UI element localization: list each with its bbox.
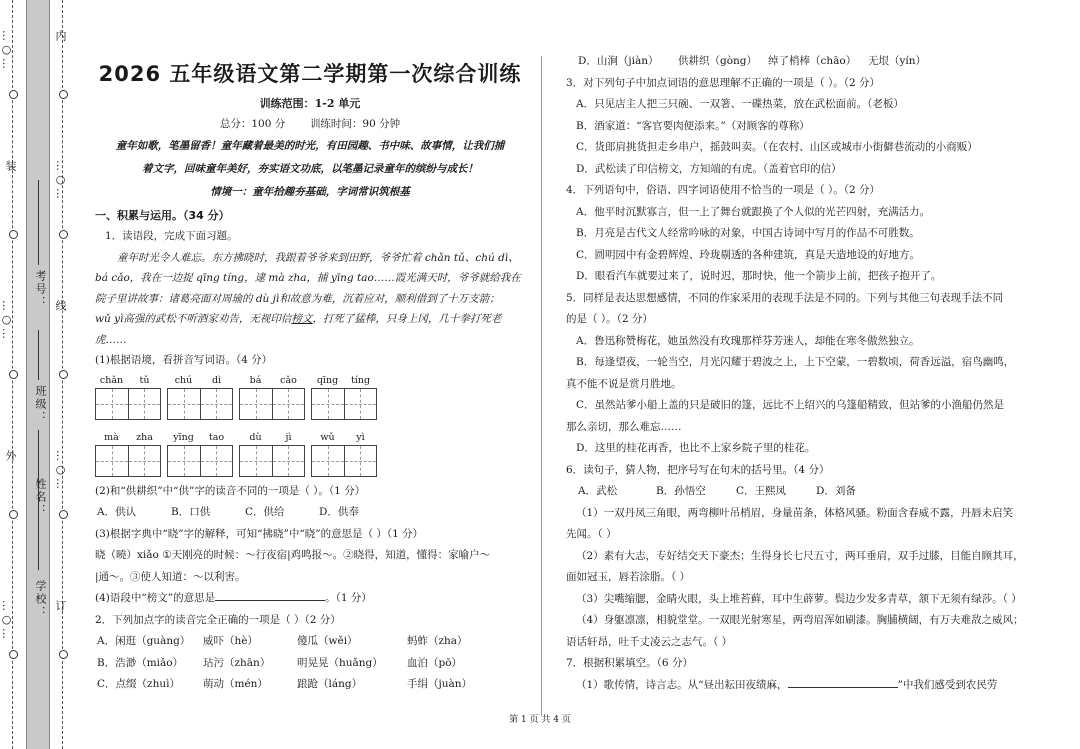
question-6-sentence-1-cont[interactable]: 先闻。（ ） xyxy=(566,528,617,540)
question-3-option-d[interactable]: D．武松读了印信榜文，方知端的有虎。（盖着官印的信） xyxy=(576,162,842,175)
question-5: 5．同样是表达思想感情，不同的作家采用的表现手法是不同的。下列与其他三句表现手法不同 xyxy=(566,291,1004,304)
right-column xyxy=(566,56,1026,696)
writing-box[interactable] xyxy=(344,389,376,419)
writing-box[interactable] xyxy=(96,446,128,476)
question-3: 3．对下列句子中加点词语的意思理解不正确的一项是（ ）。（2 分） xyxy=(566,76,881,89)
underlined-word: 榜文 xyxy=(291,313,313,325)
pinyin-label: chú xyxy=(174,374,193,386)
option-b[interactable]: B．口供 xyxy=(171,506,211,518)
pinyin-label: cǎo xyxy=(280,374,297,386)
writing-box[interactable] xyxy=(344,446,376,476)
pinyin-labels xyxy=(311,375,377,388)
question-2-option-b[interactable] xyxy=(95,653,525,675)
option-d[interactable]: D．供奉 xyxy=(319,506,359,518)
option-word: B．浩渺（miǎo） xyxy=(97,656,184,669)
reading-passage xyxy=(95,248,525,351)
question-5-option-c[interactable]: C．虽然站爹小船上盖的只是破旧的篷，远比不上绍兴的乌篷船精致，但站爹的小渔船仍然是 xyxy=(576,399,1005,411)
question-4-option-c[interactable]: C．圆明园中有金碧辉煌、玲珑剔透的各种建筑，真是天造地设的好地方。 xyxy=(576,248,921,261)
binding-hole xyxy=(9,370,18,379)
motto-line-2: 着文字，回味童年美好，夯实语文功底，以笔墨记录童年的缤纷与成长！ xyxy=(142,163,478,175)
name-field[interactable] xyxy=(38,430,39,472)
option-word: 踉跄（láng） xyxy=(297,678,363,690)
writing-box[interactable] xyxy=(240,389,272,419)
binding-mark: 订 xyxy=(54,600,67,613)
score-time xyxy=(95,113,525,135)
binding-mark: …○… xyxy=(54,450,67,491)
option-word: 明晃晃（huǎng） xyxy=(297,656,383,669)
pinyin-label: dù xyxy=(249,431,262,443)
binding-hole xyxy=(59,650,68,659)
question-text: (4)语段中“榜文”的意思是 xyxy=(95,592,216,604)
motto-line-1: 童年如歌，笔墨留香！童年藏着最美的时光，有田园趣、书中味、故事情，让我们捕 xyxy=(115,140,505,152)
pinyin-label: jì xyxy=(285,431,292,443)
question-4-option-d[interactable]: D．眼看汽车就要过来了，说时迟，那时快，他一个箭步上前，把孩子抱开了。 xyxy=(576,270,942,282)
pinyin-labels xyxy=(95,375,161,388)
option-word: 无垠（yín） xyxy=(868,55,927,67)
pinyin-label: zha xyxy=(136,431,153,443)
tianzige-boxes xyxy=(311,388,377,420)
pinyin-answer-block xyxy=(167,375,233,420)
writing-box[interactable] xyxy=(168,389,200,419)
question-1-4 xyxy=(95,588,525,610)
writing-box[interactable] xyxy=(128,389,160,419)
binding-hole xyxy=(9,90,18,99)
answer-blank[interactable] xyxy=(215,588,325,601)
question-6-options xyxy=(566,481,1026,503)
question-2-option-a[interactable] xyxy=(95,631,525,653)
binding-hole xyxy=(59,510,68,519)
question-5-option-b[interactable]: B．每逢望夜，一轮当空，月光闪耀于碧波之上，上下空蒙，一碧数顷，荷香远溢，宿鸟幽鸣， xyxy=(576,356,1015,368)
pinyin-label: tǔ xyxy=(139,374,150,386)
situation-heading: 情境一：童年拾趣夯基础，字词常识筑根基 xyxy=(210,186,410,198)
option-word: 玷污（zhān） xyxy=(203,656,271,669)
question-6-sentence-4: （4）身躯凛凛，相貌堂堂。一双眼光射寒星，两弯眉浑如刷漆。胸脯横阔，有万夫难敌之威风； xyxy=(576,614,1024,626)
pinyin-label: dì xyxy=(211,374,222,386)
binding-mark: 外 xyxy=(4,450,17,463)
question-6-sentence-2: （2）素有大志，专好结交天下豪杰；生得身长七尺五寸，两耳垂肩，双手过膝，目能自顾其耳， xyxy=(576,549,1024,562)
writing-box[interactable] xyxy=(312,446,344,476)
exam-number-field[interactable] xyxy=(38,180,39,265)
question-text: 。（1 分） xyxy=(325,592,372,604)
binding-mark: …○… xyxy=(0,300,13,341)
tianzige-boxes xyxy=(167,388,233,420)
writing-box[interactable] xyxy=(312,389,344,419)
binding-mark: 线 xyxy=(54,300,67,313)
pinyin-labels xyxy=(167,432,233,445)
question-1-intro: 1．读语段，完成下面习题。 xyxy=(105,230,238,242)
option-word: 手绢（juàn） xyxy=(407,678,473,690)
binding-strip xyxy=(0,0,78,749)
binding-mark: 装 xyxy=(4,160,17,173)
option-word: A．闲逛（guàng） xyxy=(97,635,191,647)
pinyin-answer-block xyxy=(311,432,377,477)
page-title: 2026 五年级语文第二学期第一次综合训练 xyxy=(98,62,522,86)
binding-hole xyxy=(9,510,18,519)
passage-text: ，打死了猛棒，只身上冈，几十拳打死老 xyxy=(312,313,502,325)
question-3-option-a[interactable]: A．只见店主人把三只碗、一双箸、一碟热菜，放在武松面前。（老板） xyxy=(576,98,904,110)
question-7: 7．根据积累填空。（6 分） xyxy=(566,657,693,669)
option-word: 血泊（pō） xyxy=(407,656,463,669)
binding-mark: 内 xyxy=(54,30,67,43)
exam-time: 训练时间：90 分钟 xyxy=(309,118,401,130)
passage-line: 虎…… xyxy=(95,333,127,346)
left-column xyxy=(95,56,525,696)
question-2-option-d[interactable] xyxy=(566,51,1026,73)
pinyin-labels xyxy=(167,375,233,388)
question-5-option-b-cont: 真不能不说是赏月胜地。 xyxy=(566,377,682,390)
question-6-sentence-3[interactable]: （3）尖嘴缩腮，金睛火眼，头上堆苔藓，耳中生薜萝。鬓边少发多青草，颔下无须有绿莎。（ ） xyxy=(576,592,1022,605)
pinyin-label: qīng xyxy=(316,374,339,386)
pinyin-answer-block xyxy=(239,375,305,420)
tianzige-boxes xyxy=(95,388,161,420)
question-5-option-a[interactable]: A．鲁迅称赞梅花，她虽然没有玫瑰那样芬芳迷人，却能在寒冬傲然独立。 xyxy=(576,334,920,347)
passage-text: wǔ yì高强的武松不听酒家劝告，无视印信 xyxy=(95,313,292,325)
option-character[interactable]: B．孙悟空 xyxy=(656,485,706,497)
pinyin-label: yīng xyxy=(173,431,194,443)
name-label: 姓名： xyxy=(34,478,47,517)
pinyin-labels xyxy=(95,432,161,445)
class-label: 班级： xyxy=(34,385,47,424)
question-1-3: (3)根据字典中“晓”字的解释，可知“拂晓”中“晓”的意思是（ ）（1 分） xyxy=(95,527,424,540)
pinyin-answer-block xyxy=(95,432,161,477)
binding-mark: …○… xyxy=(54,160,67,201)
question-2-option-c[interactable] xyxy=(95,674,525,696)
question-6-sentence-2-cont[interactable]: 面如冠玉，唇若涂脂。（ ） xyxy=(566,571,691,583)
column-divider xyxy=(541,56,542,716)
option-word: 傻瓜（wěi） xyxy=(297,635,358,647)
question-1-2-options xyxy=(95,502,525,524)
tianzige-boxes xyxy=(239,445,305,477)
writing-box[interactable] xyxy=(272,389,304,419)
binding-hole xyxy=(9,650,18,659)
pinyin-label: mà xyxy=(104,431,119,443)
tianzige-boxes xyxy=(95,445,161,477)
option-character[interactable]: A．武松 xyxy=(578,485,618,497)
passage-line: 院子里讲故事：诸葛亮面对周瑜的 dù jì和故意为难，沉着应对，顺利借到了十万支箭； xyxy=(95,292,500,305)
question-6-sentence-4-cont[interactable]: 语话轩昂，吐千丈凌云之志气。（ ） xyxy=(566,635,733,648)
writing-box[interactable] xyxy=(240,446,272,476)
answer-blank[interactable] xyxy=(788,675,898,688)
question-6-sentence-1: （1）一双丹凤三角眼，两弯柳叶吊梢眉，身量苗条，体格风骚。粉面含春威不露，丹唇未启笑 xyxy=(576,506,1014,519)
pinyin-label: wǔ xyxy=(320,431,335,443)
binding-mark: …○… xyxy=(0,600,13,641)
passage-line: bá cǎo，我在一边捉 qīng tíng，逮 mà zha，捕 yīng tao……霞光满天时，爷爷就给我在 xyxy=(95,272,521,284)
option-word: 供耕织（gòng） xyxy=(678,55,758,67)
binding-hole xyxy=(59,230,68,239)
option-word: C．点缀（zhuì） xyxy=(97,678,180,690)
option-word: 威吓（hè） xyxy=(203,635,258,647)
pinyin-label: tao xyxy=(208,431,225,443)
section-heading: 一、积累与运用。（34 分） xyxy=(95,209,230,222)
pinyin-answer-block xyxy=(239,432,305,477)
binding-hole xyxy=(59,90,68,99)
pinyin-labels xyxy=(239,375,305,388)
writing-box[interactable] xyxy=(168,446,200,476)
pinyin-answer-block xyxy=(95,375,161,420)
option-word: D．山涧（jiàn） xyxy=(578,55,659,67)
dictionary-entry: |通～。③使人知道：～以利害。 xyxy=(95,570,246,583)
question-5-option-c-cont: 那么亲切，那么难忘…… xyxy=(566,420,682,433)
pinyin-label: bá xyxy=(249,374,262,386)
question-1-2: (2)和“供耕织”中“供”字的读音不同的一项是（ ）。（1 分） xyxy=(95,484,366,497)
class-field[interactable] xyxy=(38,330,39,380)
writing-box[interactable] xyxy=(128,446,160,476)
option-word: 萌动（mén） xyxy=(203,678,268,690)
passage-line: 童年时光令人难忘。东方拂晓时，我跟着爷爷来到田野，爷爷忙着 chǎn tǔ、chú dì、 xyxy=(117,251,519,264)
question-text: ”中我们感受到农民劳 xyxy=(897,678,998,691)
tianzige-boxes xyxy=(239,388,305,420)
school-label: 学校： xyxy=(34,580,47,619)
total-score: 总分：100 分 xyxy=(219,118,286,130)
option-character[interactable]: C．王熙凤 xyxy=(736,485,787,497)
dictionary-entry: 晓（曉）xiǎo ①天刚亮的时候：～行夜宿|鸡鸣报～。②晓得，知道，懂得：家喻户～ xyxy=(95,549,491,561)
option-a[interactable]: A．供认 xyxy=(97,506,137,518)
pinyin-labels xyxy=(311,432,377,445)
question-7-1 xyxy=(566,675,1026,697)
question-2: 2．下列加点字的读音完全正确的一项是（ ）（2 分） xyxy=(95,613,341,626)
binding-hole xyxy=(59,370,68,379)
option-c[interactable]: C．供给 xyxy=(245,506,285,518)
question-4: 4．下列语句中，俗语、四字词语使用不恰当的一项是（ ）。（2 分） xyxy=(566,184,881,196)
question-4-option-a[interactable]: A．他平时沉默寡言，但一上了舞台就跟换了个人似的光芒四射，充满活力。 xyxy=(576,205,931,218)
option-character[interactable]: D．刘备 xyxy=(816,485,856,497)
writing-box[interactable] xyxy=(96,389,128,419)
binding-hole xyxy=(9,230,18,239)
question-3-option-c[interactable]: C．货郎肩挑货担走乡串户，摇鼓叫卖。（在农村、山区或城市小街僻巷流动的小商贩） xyxy=(576,141,978,153)
pinyin-labels xyxy=(239,432,305,445)
pinyin-label: chǎn xyxy=(99,374,124,386)
writing-box[interactable] xyxy=(200,389,232,419)
pinyin-answer-block xyxy=(167,432,233,477)
tianzige-boxes xyxy=(167,445,233,477)
question-4-option-b[interactable]: B．月亮是古代文人经常吟咏的对象，中国古诗词中写月的作品不可胜数。 xyxy=(576,227,920,239)
pinyin-label: yì xyxy=(356,431,365,443)
exam-range: 训练范围：1-2 单元 xyxy=(259,97,361,110)
writing-box[interactable] xyxy=(200,446,232,476)
pinyin-answer-block xyxy=(311,375,377,420)
question-3-option-b[interactable]: B．酒家道：“客官要肉便添来。”（对顾客的尊称） xyxy=(576,119,810,132)
pinyin-row xyxy=(95,375,525,420)
option-word: 蚂蚱（zha） xyxy=(407,635,468,647)
page-footer: 第 1 页 共 4 页 xyxy=(509,715,571,725)
question-5-cont: 的是（ ）。（2 分） xyxy=(566,313,653,325)
question-text: （1）歌传情，诗言志。从“昼出耘田夜绩麻， xyxy=(576,678,788,691)
option-word: 绰了梢棒（chāo） xyxy=(768,55,857,67)
binding-mark: …○… xyxy=(0,30,13,71)
writing-box[interactable] xyxy=(272,446,304,476)
passage-line xyxy=(95,309,525,330)
pinyin-row xyxy=(95,432,525,477)
exam-number-label: 考号： xyxy=(34,270,47,309)
question-5-option-d[interactable]: D．这里的桂花再香，也比不上家乡院子里的桂花。 xyxy=(576,442,816,454)
pinyin-label: tíng xyxy=(350,374,371,386)
tianzige-boxes xyxy=(311,445,377,477)
question-1-1: (1)根据语境，看拼音写词语。（4 分） xyxy=(95,354,273,366)
question-6: 6．读句子，猜人物，把序号写在句末的括号里。（4 分） xyxy=(566,463,830,476)
